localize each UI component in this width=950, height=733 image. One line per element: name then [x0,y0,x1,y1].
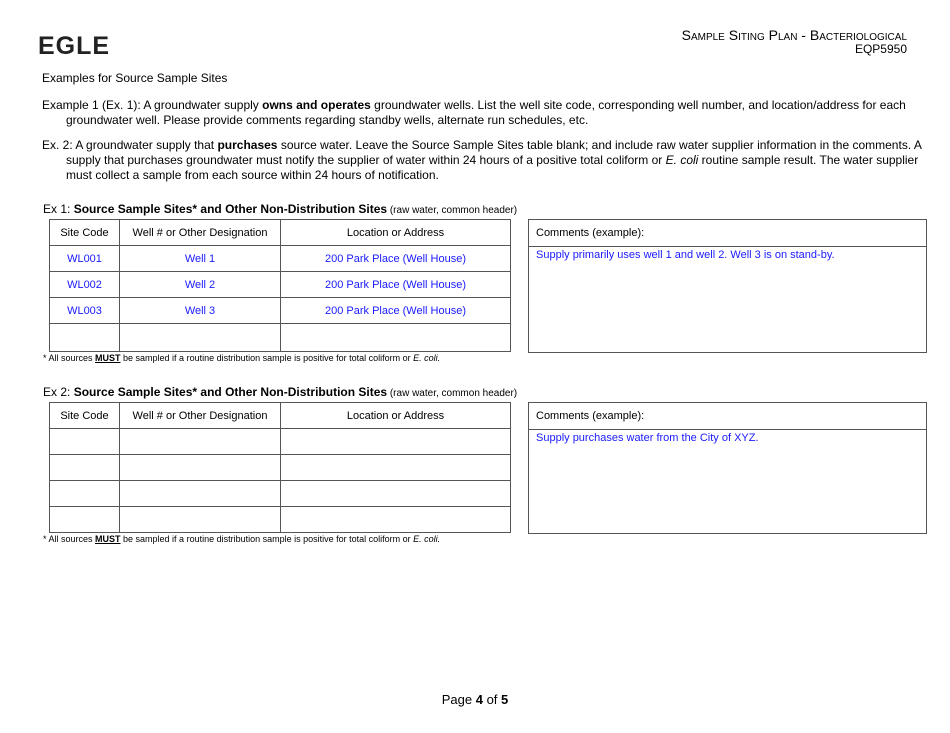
italic-text: E. coli. [413,353,441,363]
footnote-1 [43,353,440,363]
table-cell[interactable]: Well 2 [120,272,281,298]
italic-text: E. coli [665,153,699,167]
comments-text: Supply purchases water from the City of XYZ. [536,432,759,444]
table-cell[interactable] [120,429,281,455]
table-cell[interactable]: 200 Park Place (Well House) [281,272,511,298]
text: Example 1 (Ex. 1): A groundwater supply [42,98,263,112]
table-header-row [50,403,511,429]
text: routine sample result. The water supplier must collect a sample from each source within 24 hours of notification. [66,153,919,182]
comments-label: Comments (example): [529,403,926,430]
current-page: 4 [475,692,483,707]
total-pages: 5 [501,692,509,707]
bold-text: owns and operates [262,98,371,112]
table-cell[interactable] [120,455,281,481]
table-cell[interactable] [50,481,120,507]
bold-text: Source Sample Sites* and Other Non-Distribution Sites [73,385,388,399]
table-row [50,246,511,272]
comments-text: Supply primarily uses well 1 and well 2. Well 3 is on stand-by. [536,249,835,261]
table-cell[interactable] [50,507,120,533]
comments-box-2[interactable] [528,402,927,534]
table-cell[interactable] [281,324,511,352]
text: groundwater wells. List the well site code, corresponding well number, and location/address for each groundwater well. Please provide comments regarding standby wells, alternate run schedules, etc. [66,98,906,127]
text: Ex 1: [43,202,74,216]
example1-paragraph [42,98,926,128]
table-cell[interactable]: 200 Park Place (Well House) [281,298,511,324]
table-row [50,507,511,533]
example2-paragraph [42,138,926,183]
comments-box-1[interactable] [528,219,927,353]
table-cell[interactable] [281,455,511,481]
table-cell[interactable] [50,429,120,455]
table-cell[interactable]: WL003 [50,298,120,324]
table-row [50,455,511,481]
table-row [50,272,511,298]
comments-label: Comments (example): [529,220,926,247]
table2-caption [43,385,517,399]
table-row [50,324,511,352]
document-title: Sample Siting Plan - Bacteriological [681,27,907,43]
table-header-row [50,220,511,246]
table-cell[interactable] [281,507,511,533]
page-number [0,692,950,707]
table-cell[interactable]: 200 Park Place (Well House) [281,246,511,272]
table-cell[interactable]: WL002 [50,272,120,298]
table-cell[interactable] [281,429,511,455]
table-row [50,481,511,507]
text: Page [441,692,476,707]
text: Ex. 2: A groundwater supply that [42,138,218,152]
table1-caption [43,202,517,216]
table-cell[interactable] [120,324,281,352]
column-header: Site Code [50,220,120,246]
table-cell[interactable]: WL001 [50,246,120,272]
bold-text: MUST [95,353,121,363]
column-header: Well # or Other Designation [120,403,281,429]
intro-heading: Examples for Source Sample Sites [42,71,228,85]
text: Ex 2: [43,385,74,399]
column-header: Site Code [50,403,120,429]
table-cell[interactable] [120,507,281,533]
text: * All sources [43,534,96,544]
column-header: Location or Address [281,403,511,429]
column-header: Location or Address [281,220,511,246]
source-sites-table-1 [49,219,511,352]
source-sites-table-2 [49,402,511,533]
table-cell[interactable]: Well 3 [120,298,281,324]
footnote-2 [43,534,440,544]
bold-text: Source Sample Sites* and Other Non-Distribution Sites [73,202,388,216]
text: of [482,692,502,707]
text: source water. Leave the Source Sample Sites table blank; and include raw water supplier information in the comments. A supply that purchases groundwater must notify the supplier of water within 24 hours of a positive total coliform or [66,138,922,167]
bold-text: purchases [217,138,278,152]
table-cell[interactable]: Well 1 [120,246,281,272]
table-cell[interactable] [50,324,120,352]
table-cell[interactable] [50,455,120,481]
bold-text: MUST [95,534,121,544]
egle-logo: EGLE [38,32,111,60]
column-header: Well # or Other Designation [120,220,281,246]
table-row [50,298,511,324]
table-cell[interactable] [281,481,511,507]
italic-text: E. coli. [413,534,441,544]
form-number: EQP5950 [854,42,907,56]
table-cell[interactable] [120,481,281,507]
text: (raw water, common header) [387,205,518,216]
text: be sampled if a routine distribution sample is positive for total coliform or [120,534,414,544]
text: * All sources [43,353,96,363]
text: (raw water, common header) [387,388,518,399]
table-row [50,429,511,455]
text: be sampled if a routine distribution sample is positive for total coliform or [120,353,414,363]
